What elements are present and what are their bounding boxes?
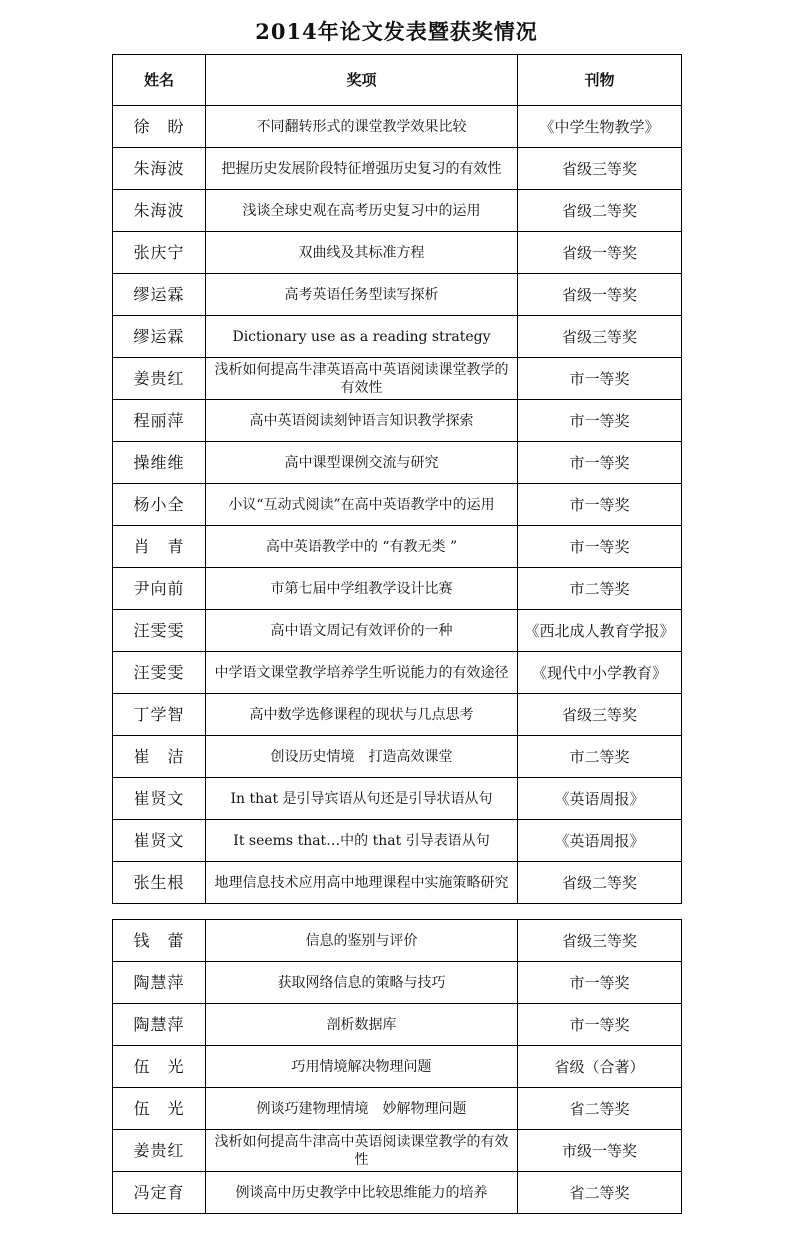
name-cell: 钱 蕾 (113, 920, 206, 962)
table-row (113, 1004, 682, 1046)
name-cell: 程丽萍 (113, 400, 206, 442)
awards-table-continued (112, 919, 682, 1214)
header-publication: 刊物 (518, 55, 682, 106)
name-cell: 朱海波 (113, 148, 206, 190)
publication-cell: 市一等奖 (518, 400, 682, 442)
publication-cell: 省级二等奖 (518, 862, 682, 904)
publication-cell: 省二等奖 (518, 1172, 682, 1214)
publication-cell: 市二等奖 (518, 568, 682, 610)
name-cell: 尹向前 (113, 568, 206, 610)
award-cell: 高中英语教学中的 “有教无类 ” (206, 526, 518, 568)
table-row (113, 1088, 682, 1130)
award-cell: 高考英语任务型读写探析 (206, 274, 518, 316)
award-cell: 浅谈全球史观在高考历史复习中的运用 (206, 190, 518, 232)
table-row (113, 148, 682, 190)
publication-cell: 市一等奖 (518, 962, 682, 1004)
table-row (113, 1046, 682, 1088)
publication-cell: 《中学生物教学》 (518, 106, 682, 148)
name-cell: 缪运霖 (113, 316, 206, 358)
award-cell: 中学语文课堂教学培养学生听说能力的有效途径 (206, 652, 518, 694)
header-name: 姓名 (113, 55, 206, 106)
publication-cell: 市一等奖 (518, 484, 682, 526)
name-cell: 崔贤文 (113, 778, 206, 820)
award-cell: 创设历史情境 打造高效课堂 (206, 736, 518, 778)
award-cell: 浅析如何提高牛津英语高中英语阅读课堂教学的有效性 (206, 358, 518, 400)
table-row (113, 1172, 682, 1214)
publication-cell: 省级三等奖 (518, 694, 682, 736)
award-cell: 巧用情境解决物理问题 (206, 1046, 518, 1088)
table-row (113, 400, 682, 442)
award-cell: 小议“互动式阅读”在高中英语教学中的运用 (206, 484, 518, 526)
table-header-row (113, 55, 682, 106)
name-cell: 丁学智 (113, 694, 206, 736)
name-cell: 徐 盼 (113, 106, 206, 148)
award-cell: 把握历史发展阶段特征增强历史复习的有效性 (206, 148, 518, 190)
award-cell: 不同翻转形式的课堂教学效果比较 (206, 106, 518, 148)
table-row (113, 962, 682, 1004)
name-cell: 张生根 (113, 862, 206, 904)
award-cell: 剖析数据库 (206, 1004, 518, 1046)
publication-cell: 市一等奖 (518, 442, 682, 484)
table-row (113, 778, 682, 820)
table-row (113, 274, 682, 316)
publication-cell: 省级三等奖 (518, 920, 682, 962)
award-cell: 获取网络信息的策略与技巧 (206, 962, 518, 1004)
table-row (113, 920, 682, 962)
publication-cell: 省级一等奖 (518, 274, 682, 316)
name-cell: 崔贤文 (113, 820, 206, 862)
table-row (113, 610, 682, 652)
award-cell: 例谈高中历史教学中比较思维能力的培养 (206, 1172, 518, 1214)
name-cell: 伍 光 (113, 1046, 206, 1088)
publication-cell: 市一等奖 (518, 526, 682, 568)
award-cell: In that 是引导宾语从句还是引导状语从句 (206, 778, 518, 820)
name-cell: 汪雯雯 (113, 610, 206, 652)
publication-cell: 《英语周报》 (518, 820, 682, 862)
name-cell: 姜贵红 (113, 358, 206, 400)
award-cell: 地理信息技术应用高中地理课程中实施策略研究 (206, 862, 518, 904)
table-row (113, 694, 682, 736)
publication-cell: 市二等奖 (518, 736, 682, 778)
award-cell: 市第七届中学组教学设计比赛 (206, 568, 518, 610)
publication-cell: 《西北成人教育学报》 (518, 610, 682, 652)
table-row (113, 862, 682, 904)
name-cell: 冯定育 (113, 1172, 206, 1214)
table-row (113, 526, 682, 568)
table-row (113, 190, 682, 232)
table-row (113, 358, 682, 400)
name-cell: 张庆宁 (113, 232, 206, 274)
header-award: 奖项 (206, 55, 518, 106)
award-cell: 双曲线及其标准方程 (206, 232, 518, 274)
table-row (113, 736, 682, 778)
award-cell: 信息的鉴别与评价 (206, 920, 518, 962)
name-cell: 操维维 (113, 442, 206, 484)
table-row (113, 484, 682, 526)
table-row (113, 652, 682, 694)
award-cell: It seems that…中的 that 引导表语从句 (206, 820, 518, 862)
publication-cell: 省二等奖 (518, 1088, 682, 1130)
page-title: 2014年论文发表暨获奖情况 (255, 19, 538, 44)
name-cell: 伍 光 (113, 1088, 206, 1130)
table-row (113, 106, 682, 148)
award-cell: Dictionary use as a reading strategy (206, 316, 518, 358)
table-row (113, 316, 682, 358)
name-cell: 杨小全 (113, 484, 206, 526)
name-cell: 陶慧萍 (113, 962, 206, 1004)
table-row (113, 820, 682, 862)
award-cell: 浅析如何提高牛津高中英语阅读课堂教学的有效性 (206, 1130, 518, 1172)
award-cell: 高中英语阅读刻钟语言知识教学探索 (206, 400, 518, 442)
publication-cell: 市一等奖 (518, 1004, 682, 1046)
name-cell: 缪运霖 (113, 274, 206, 316)
award-cell: 例谈巧建物理情境 妙解物理问题 (206, 1088, 518, 1130)
awards-table-main (112, 54, 682, 904)
publication-cell: 省级一等奖 (518, 232, 682, 274)
publication-cell: 省级二等奖 (518, 190, 682, 232)
name-cell: 肖 青 (113, 526, 206, 568)
award-cell: 高中课型课例交流与研究 (206, 442, 518, 484)
publication-cell: 《现代中小学教育》 (518, 652, 682, 694)
publication-cell: 市级一等奖 (518, 1130, 682, 1172)
publication-cell: 省级三等奖 (518, 316, 682, 358)
table-row (113, 232, 682, 274)
publication-cell: 市一等奖 (518, 358, 682, 400)
publication-cell: 《英语周报》 (518, 778, 682, 820)
award-cell: 高中数学选修课程的现状与几点思考 (206, 694, 518, 736)
name-cell: 朱海波 (113, 190, 206, 232)
name-cell: 汪雯雯 (113, 652, 206, 694)
award-cell: 高中语文周记有效评价的一种 (206, 610, 518, 652)
publication-cell: 省级（合著） (518, 1046, 682, 1088)
publication-cell: 省级三等奖 (518, 148, 682, 190)
table-row (113, 568, 682, 610)
table-row (113, 442, 682, 484)
table-row (113, 1130, 682, 1172)
name-cell: 崔 洁 (113, 736, 206, 778)
name-cell: 姜贵红 (113, 1130, 206, 1172)
name-cell: 陶慧萍 (113, 1004, 206, 1046)
